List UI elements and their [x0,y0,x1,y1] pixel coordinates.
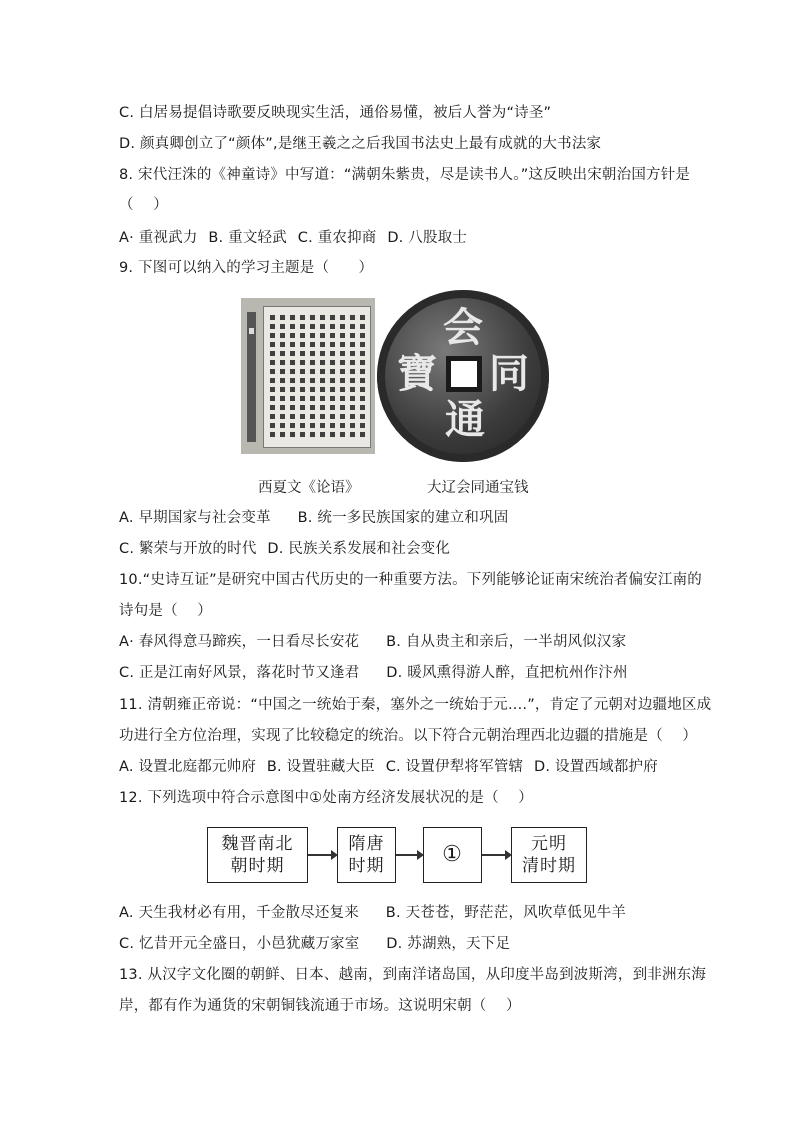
q9-option-b: B. 统一多民族国家的建立和巩固 [297,510,509,526]
book-page [263,306,371,448]
q12-stem: 12. 下列选项中符合示意图中①处南方经济发展状况的是（ ） [119,790,533,806]
q13-stem-line1: 13. 从汉字文化圈的朝鲜、日本、越南，到南洋诸岛国，从印度半岛到波斯湾，到非洲东海 [119,967,707,983]
coin-char-right: 同 [489,350,529,397]
q11-stem-line2: 功进行全方位治理，实现了比较稳定的统治。以下符合元朝治理西北边疆的措施是（ ） [119,728,698,744]
flow-box-suitang [337,827,396,883]
q10-option-d: D. 暖风熏得游人醉，直把杭州作汴州 [386,665,628,681]
q10-option-b: B. 自从贵主和亲后，一半胡风似汉家 [386,634,627,650]
flow-box-weijin [207,827,308,883]
q11-option-d: D. 设置西域都护府 [534,759,658,775]
q10-option-c: C. 正是江南好风景，落花时节又逢君 [119,665,360,681]
flow-box-suitang-line2: 时期 [348,856,385,876]
q8-option-d: D. 八股取士 [387,230,468,246]
q8-stem-line2: （ ） [119,197,168,213]
q11-option-a: A. 设置北庭都元帅府 [119,759,257,775]
q8-option-b: B. 重文轻武 [208,230,287,246]
q11-option-c: C. 设置伊犁将军管辖 [385,759,524,775]
q7-option-d: D. 颜真卿创立了“颜体”,是继王羲之之后我国书法史上最有成就的大书法家 [119,136,602,152]
coin-square-hole [446,356,482,392]
flow-box-yuanmingqing-line1: 元明 [531,834,567,854]
caption-liao-coin: 大辽会同通宝钱 [427,480,529,496]
liao-huitong-coin-image [377,290,549,462]
q13-stem-line2: 岸，都有作为通货的宋朝铜钱流通于市场。这说明宋朝（ ） [119,998,521,1014]
q9-options-row2 [119,539,450,559]
flow-box-weijin-line2: 朝时期 [230,856,285,876]
q9-option-a: A. 早期国家与社会变革 [119,510,271,526]
q9-stem: 9. 下图可以纳入的学习主题是（ ） [119,260,374,276]
coin-char-top: 会 [443,304,483,351]
q10-options-row1 [119,632,626,652]
book-spine-mark [249,328,254,334]
flow-box-suitang-line1: 隋唐 [348,834,385,854]
q7-option-c: C. 白居易提倡诗歌要反映现实生活，通俗易懂，被后人誉为“诗圣” [119,105,552,121]
q12-option-c: C. 忆昔开元全盛日，小邑犹藏万家室 [119,936,360,952]
q11-option-b: B. 设置驻藏大臣 [266,759,375,775]
q12-option-b: B. 天苍苍，野茫茫，风吹草低见牛羊 [385,905,627,921]
flow-arrow-2 [396,854,418,856]
flow-arrow-1 [308,854,332,856]
q8-option-a: A· 重视武力 [119,230,198,246]
flow-box-yuanmingqing-line2: 清时期 [522,856,576,876]
q9-option-d: D. 民族关系发展和社会变化 [267,541,451,557]
coin-char-left: 寶 [397,350,437,397]
q10-options-row2 [119,663,628,683]
q12-option-d: D. 苏湖熟，天下足 [386,936,511,952]
q10-option-a: A· 春风得意马蹄疾，一日看尽长安花 [119,634,360,650]
caption-xixia-analects: 西夏文《论语》 [258,480,360,496]
q9-option-c: C. 繁荣与开放的时代 [119,541,257,557]
q12-options-row2 [119,934,510,954]
q12-options-row1 [119,903,626,923]
coin-char-bottom: 通 [445,396,485,443]
flow-box-weijin-line1: 魏晋南北 [221,834,294,854]
flow-box-yuanmingqing [511,827,587,883]
q10-stem-line2: 诗句是（ ） [119,603,213,619]
flow-box-blank-label: ① [442,842,463,867]
q11-options [119,757,658,777]
q10-stem-line1: 10.“史诗互证”是研究中国古代历史的一种重要方法。下列能够论证南宋统治者偏安江南的 [119,572,702,588]
flow-arrow-3 [482,854,506,856]
q8-option-c: C. 重农抑商 [297,230,377,246]
q11-stem-line1: 11. 清朝雍正帝说：“中国之一统始于秦，塞外之一统始于元....”，肯定了元朝对边疆地区成 [119,697,712,713]
q8-options [119,228,467,248]
flow-box-blank [423,827,482,883]
q9-options-row1 [119,508,508,528]
xixia-analects-image [241,298,375,454]
q8-stem-line1: 8. 宋代汪洙的《神童诗》中写道：“满朝朱紫贵，尽是读书人。”这反映出宋朝治国方针是 [119,167,691,183]
q12-option-a: A. 天生我材必有用，千金散尽还复来 [119,905,359,921]
